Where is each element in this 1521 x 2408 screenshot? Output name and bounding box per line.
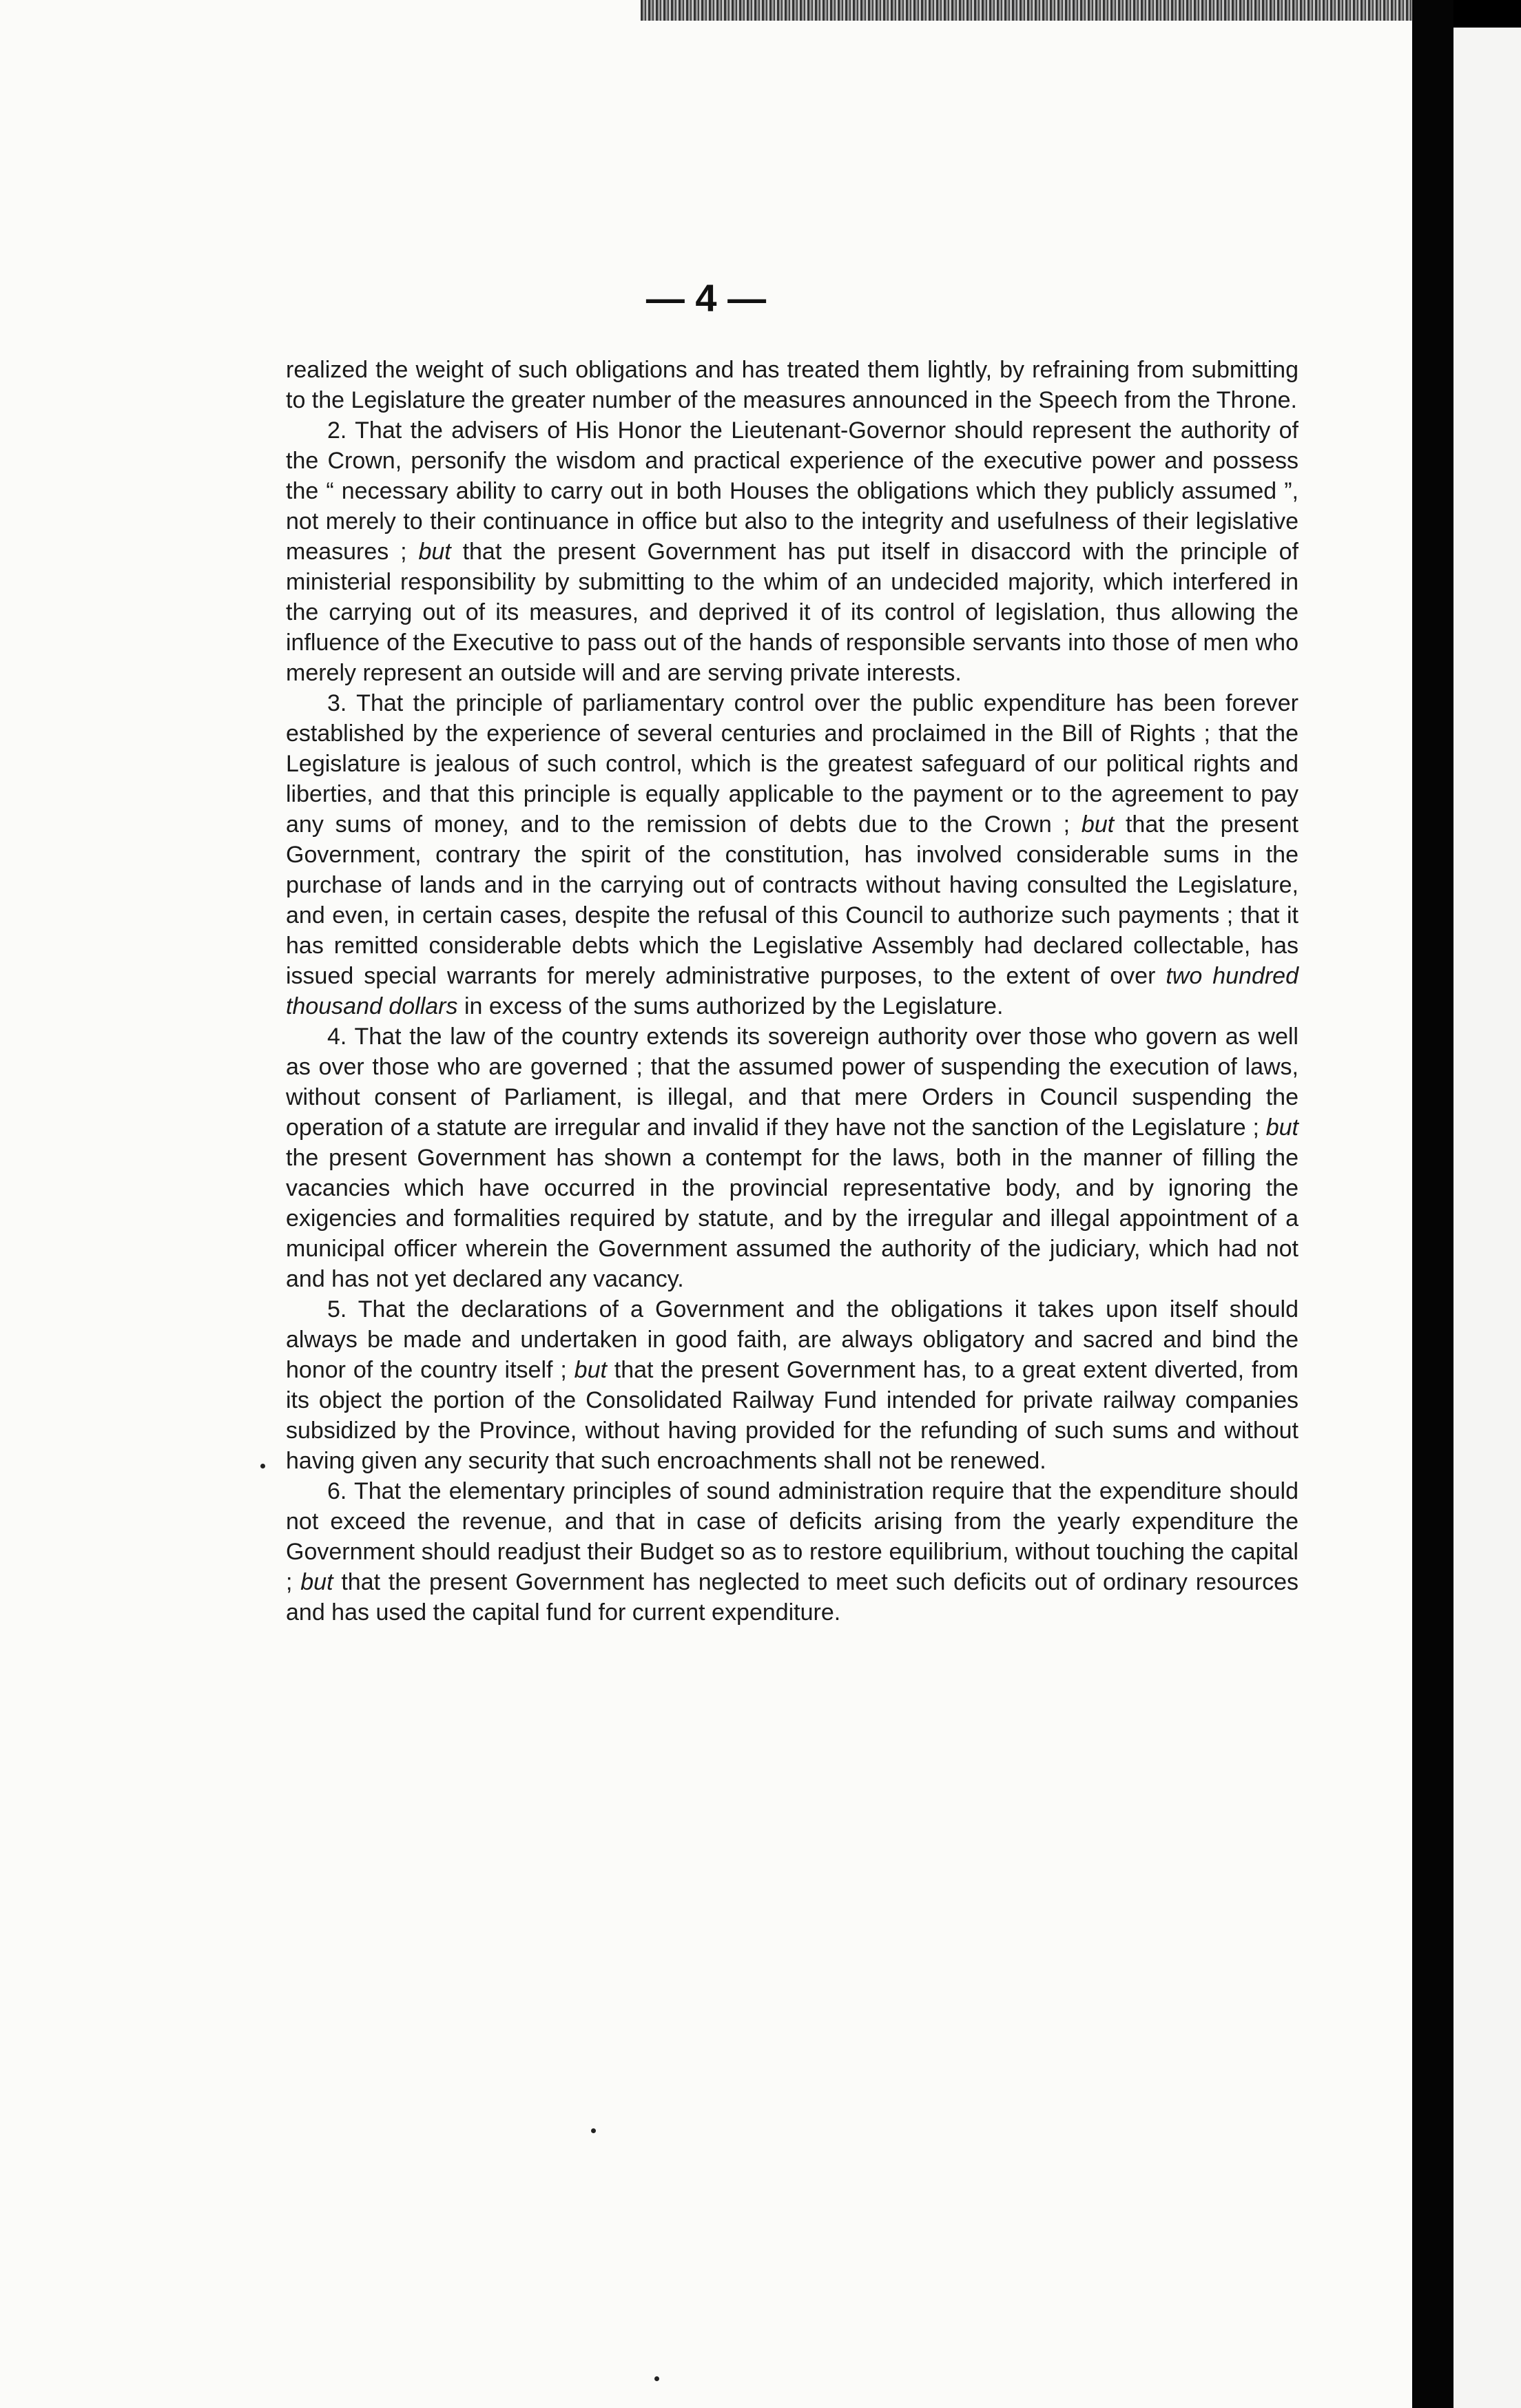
body-text: [286, 355, 1298, 1628]
text-segment: that the present Government has, to a great extent diverted, from its object the portion of the Consolidated Railway Fund intended for private railway companies subsidized by the Province, without having provided for the refunding of such sums and without having given any security that such encroachments shall not be renewed.: [286, 1357, 1298, 1474]
text-segment: that the present Government has neglected to meet such deficits out of ordinary resources and has used the capital fund for current expenditure.: [286, 1569, 1298, 1626]
text-segment: 4. That the law of the country extends its sovereign authority over those who govern as well as over those who are governed ; that the assumed power of suspending the execution of laws, without consent of Parliament, is illegal, and that mere Orders in Council suspending the operation of a statute are irregular and invalid if they have not the sanction of the Legislature ;: [286, 1024, 1298, 1141]
paragraph-continuation: [286, 355, 1298, 415]
text-segment: that the present Government has put itself in disaccord with the principle of ministerial responsibility by submitting to the whim of an undecided majority, which interfered in the carrying out of its measures, and deprived it of its control of legislation, thus allowing the influence of the Executive to pass out of the hands of responsible servants into those of men who merely represent an outside will and are serving private interests.: [286, 539, 1299, 686]
italic-text: but: [300, 1569, 333, 1595]
ink-speck: [260, 1464, 265, 1468]
paragraph-6: [286, 1476, 1298, 1628]
ink-speck: [654, 2376, 659, 2381]
text-segment: that the present Government, contrary the spirit of the constitution, has involved considerable sums in the purchase of lands and in the carrying out of contracts without having consulted the Legislature, and even, in certain cases, despite the refusal of this Council to authorize such payments ; that it has remitted considerable debts which the Legislative Assembly had declared collectable, has issued special warrants for merely administrative purposes, to the extent of over: [286, 811, 1298, 989]
text-segment: the present Government has shown a contempt for the laws, both in the manner of filling the vacancies which have occurred in the provincial representative body, and by ignoring the exigencies and formalities required by statute, and by the irregular and illegal appointment of a municipal officer wherein the Government assumed the authority of the judiciary, which had not and has not yet declared any vacancy.: [286, 1145, 1298, 1292]
italic-text: but: [1081, 811, 1115, 838]
paragraph-5: [286, 1294, 1298, 1476]
paragraph-4: [286, 1021, 1298, 1294]
text-segment: 5. That the declarations of a Government and the obligations it takes upon itself should always be made and undertaken in good faith, are always obligatory and sacred and bind the honor of the country itself ;: [286, 1296, 1298, 1383]
text-segment: 2. That the advisers of His Honor the Lieutenant-Governor should represent the authority of the Crown, personify the wisdom and practical experience of the executive power and possess the “ necessary ability to carry out in both Houses the obligations which they publicly assumed ”, not merely to their continuance in office but also to the integrity and usefulness of their legislative measures ;: [286, 417, 1298, 565]
binding-gutter: [1412, 0, 1453, 2408]
italic-text: but: [574, 1357, 607, 1383]
italic-text: but: [1265, 1114, 1298, 1141]
text-segment: realized the weight of such obligations and has treated them lightly, by refraining from submitting to the Legislature the greater number of the measures announced in the Speech from the Throne.: [286, 357, 1298, 413]
ink-speck: [591, 2128, 596, 2133]
paragraph-3: [286, 688, 1298, 1021]
italic-text: two hundred thousand dollars: [286, 963, 1298, 1019]
scan-edge-noise: [641, 0, 1412, 21]
text-segment: 6. That the elementary principles of sound administration require that the expenditure should not exceed the revenue, and that in case of deficits arising from the yearly expenditure the Government should readjust their Budget so as to restore equilibrium, without touching the capital ;: [286, 1478, 1298, 1595]
text-segment: 3. That the principle of parliamentary control over the public expenditure has been forever established by the experience of several centuries and proclaimed in the Bill of Rights ; that the Legislature is jealous of such control, which is the greatest safeguard of our political rights and liberties, and that this principle is equally applicable to the payment or to the agreement to pay any sums of money, and to the remission of debts due to the Crown ;: [286, 690, 1298, 838]
adjacent-page-edge: [1453, 28, 1521, 2408]
page-number: — 4 —: [645, 276, 767, 320]
text-segment: in excess of the sums authorized by the Legislature.: [457, 993, 1004, 1019]
italic-text: but: [418, 539, 451, 565]
paragraph-2: [286, 415, 1298, 688]
